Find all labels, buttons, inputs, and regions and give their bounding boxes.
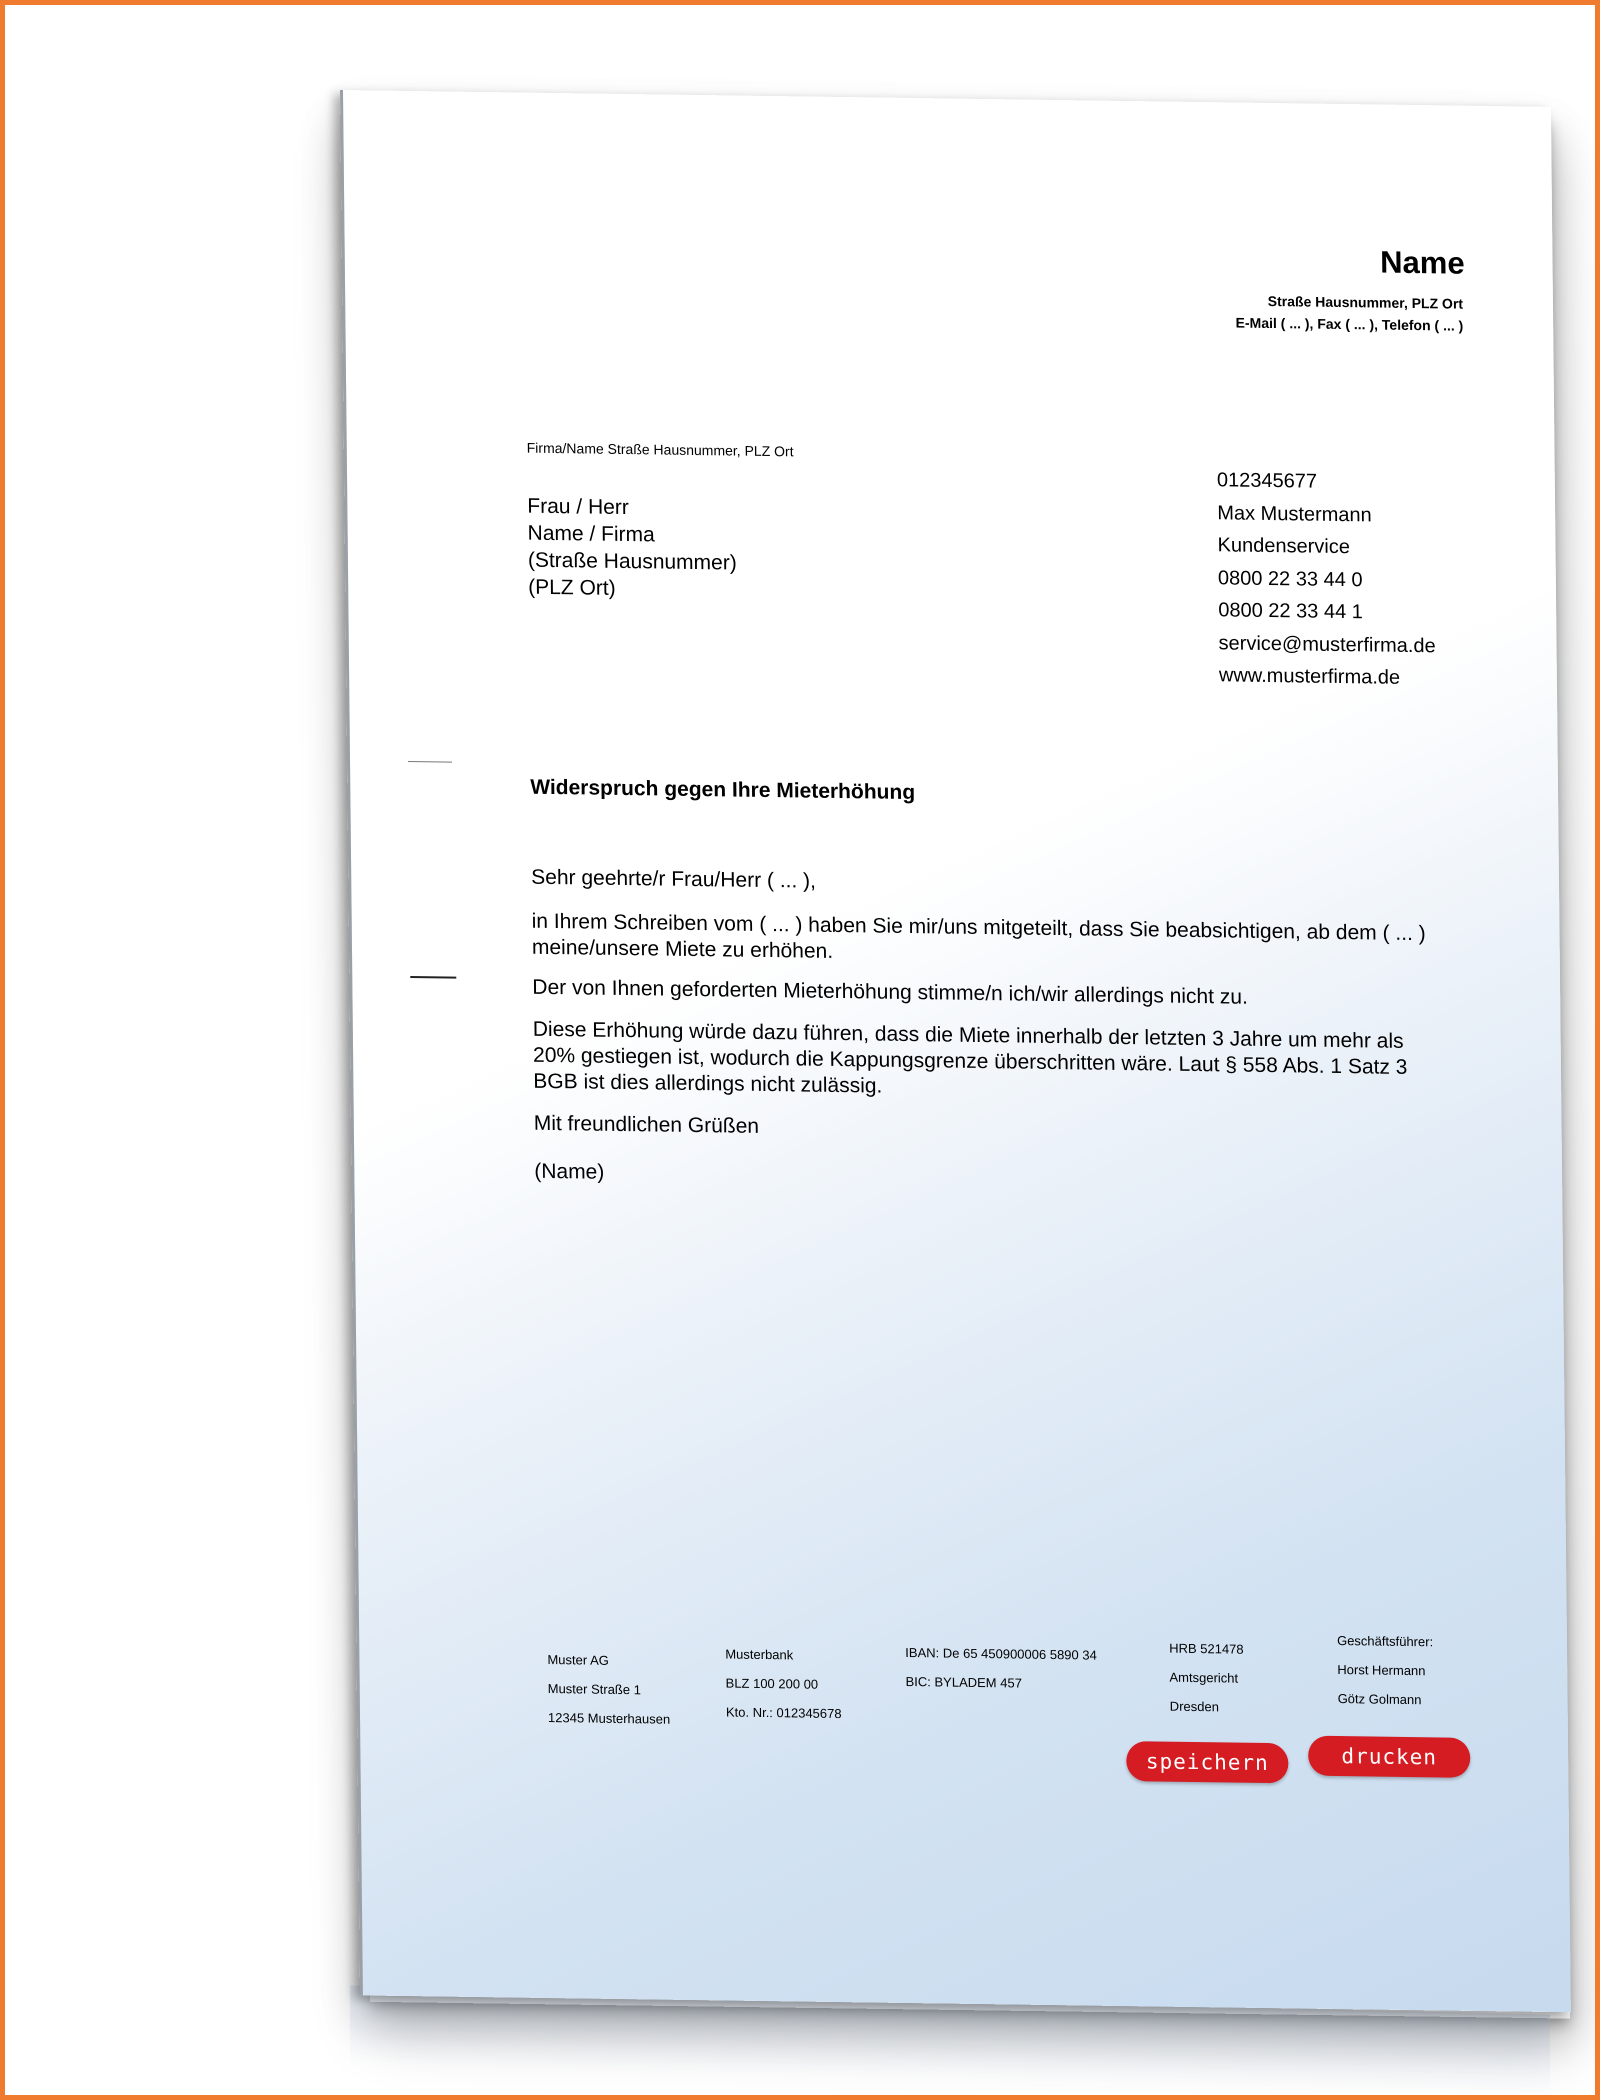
letterhead-name: Name xyxy=(1379,244,1465,281)
contact-person: Max Mustermann xyxy=(1217,501,1372,526)
footer-text: IBAN: De 65 450900006 5890 34 xyxy=(905,1644,1097,1663)
footer-company xyxy=(547,1645,670,1734)
recipient-address xyxy=(527,493,737,604)
contact-phone: 0800 22 33 44 0 xyxy=(1217,566,1363,591)
recipient-line: (PLZ Ort) xyxy=(528,575,616,600)
letter-paragraph: Diese Erhöhung würde dazu führen, dass die Miete innerhalb der letzten 3 Jahre um mehr als 20% gestiegen ist, wodurch die Kappungsgrenze überschritten wäre. Laut § 558 Abs. 1 Satz 3 BGB ist dies allerdings nicht zulässig. xyxy=(532,1017,1408,1098)
print-button[interactable]: drucken xyxy=(1308,1736,1470,1778)
sender-return-line: Firma/Name Straße Hausnummer, PLZ Ort xyxy=(526,439,794,460)
footer-text: 12345 Musterhausen xyxy=(547,1709,671,1727)
footer-text: Muster AG xyxy=(547,1651,609,1668)
footer-text: HRB 521478 xyxy=(1169,1640,1244,1657)
contact-department: Kundenservice xyxy=(1217,534,1351,559)
footer-bank xyxy=(725,1639,842,1728)
letter-salutation: Sehr geehrte/r Frau/Herr ( ... ), xyxy=(531,865,817,893)
footer-text: Kto. Nr.: 012345678 xyxy=(725,1704,842,1722)
save-button[interactable]: speichern xyxy=(1126,1741,1288,1783)
punch-mark xyxy=(410,976,456,979)
footer-management xyxy=(1337,1626,1434,1714)
fold-mark-top xyxy=(408,761,452,763)
letter-paragraph: Der von Ihnen geforderten Mieterhöhung stimme/n ich/wir allerdings nicht zu. xyxy=(532,975,1248,1009)
letter-paragraph: in Ihrem Schreiben vom ( ... ) haben Sie mir/uns mitgeteilt, dass Sie beabsichtigen, ab dem ( ... ) meine/unsere Miete zu erhöhen. xyxy=(531,909,1426,963)
footer-text: Götz Golmann xyxy=(1337,1691,1422,1708)
footer-text: Horst Hermann xyxy=(1337,1662,1426,1679)
letter-signature: (Name) xyxy=(534,1159,605,1184)
footer-iban xyxy=(905,1638,1097,1699)
contact-website: www.musterfirma.de xyxy=(1218,664,1401,689)
letter-subject: Widerspruch gegen Ihre Mieterhöhung xyxy=(530,775,916,805)
letterhead-contact: E-Mail ( ... ), Fax ( ... ), Telefon ( ... ) xyxy=(1235,314,1464,334)
recipient-line: (Straße Hausnummer) xyxy=(527,548,737,575)
contact-email: service@musterfirma.de xyxy=(1218,631,1436,657)
contact-fax: 0800 22 33 44 1 xyxy=(1218,599,1363,624)
footer-text: Geschäftsführer: xyxy=(1336,1633,1434,1650)
footer-text: Muster Straße 1 xyxy=(547,1680,641,1698)
recipient-line: Frau / Herr xyxy=(527,494,629,520)
footer-text: Dresden xyxy=(1169,1698,1219,1715)
letter-sheet xyxy=(340,90,1571,2012)
contact-reference: 012345677 xyxy=(1216,469,1318,493)
letter-closing: Mit freundlichen Grüßen xyxy=(533,1111,760,1138)
footer-text: Amtsgericht xyxy=(1169,1669,1239,1686)
recipient-line: Name / Firma xyxy=(527,521,655,547)
footer-text: Musterbank xyxy=(725,1646,794,1663)
contact-block xyxy=(1217,464,1436,695)
letterhead-address: Straße Hausnummer, PLZ Ort xyxy=(1267,292,1464,312)
footer-register xyxy=(1169,1634,1244,1722)
footer-text: BLZ 100 200 00 xyxy=(725,1675,819,1692)
footer-text: BIC: BYLADEM 457 xyxy=(905,1673,1022,1691)
